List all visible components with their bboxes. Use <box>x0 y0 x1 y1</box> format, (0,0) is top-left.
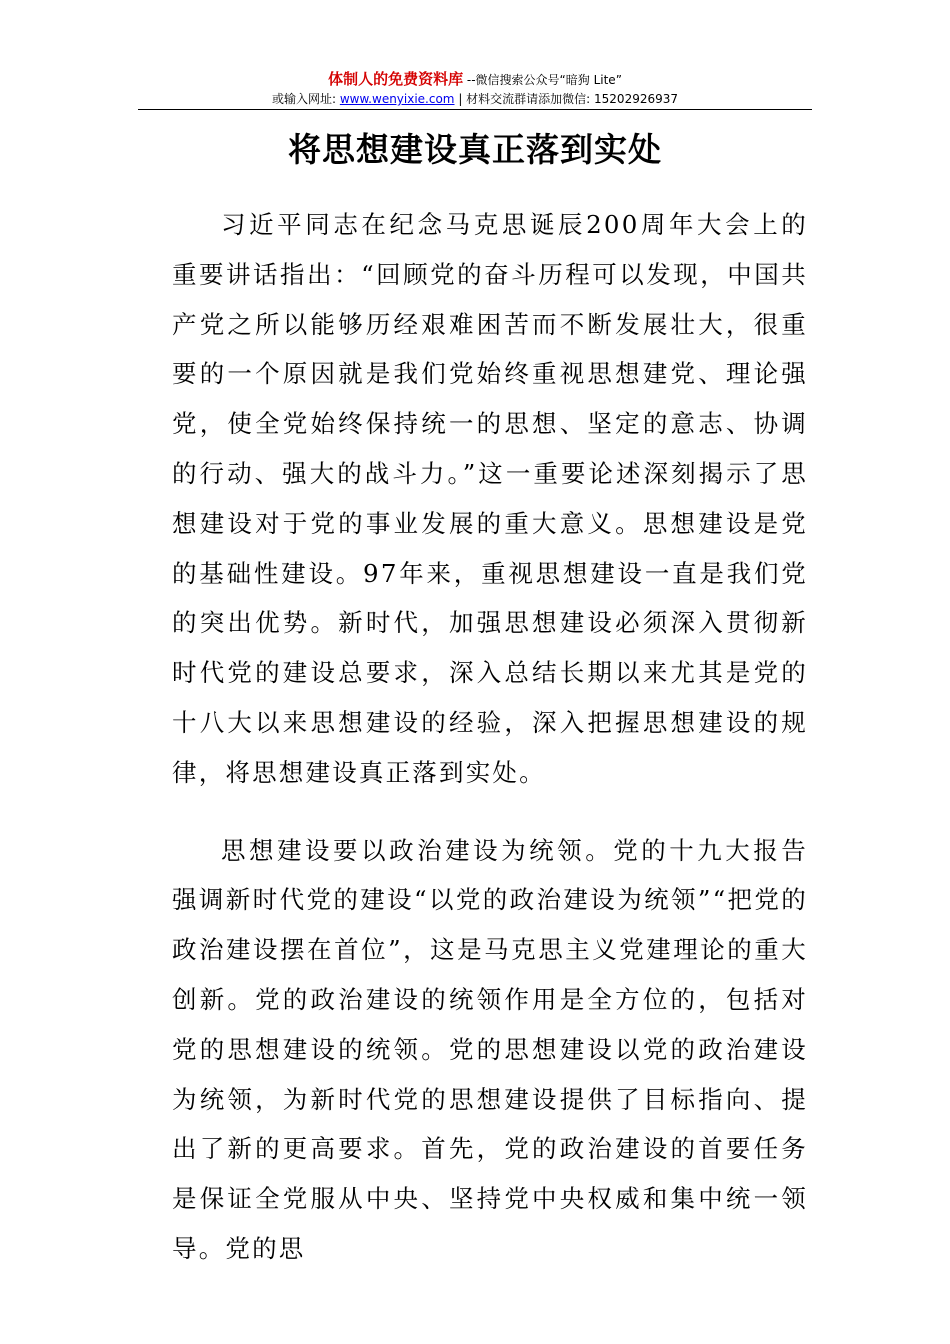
header-divider <box>138 109 812 110</box>
page-header <box>0 70 950 108</box>
header-suffix: | 材料交流群请添加微信: 15202926937 <box>454 92 679 106</box>
header-line-1 <box>0 70 950 89</box>
document-title: 将思想建设真正落到实处 <box>288 130 662 169</box>
document-body <box>172 200 808 1302</box>
paragraph-1: 习近平同志在纪念马克思诞辰200周年大会上的重要讲话指出：“回顾党的奋斗历程可以发现，中国共产党之所以能够历经艰难困苦而不断发展壮大，很重要的一个原因就是我们党始终重视思想建党、理论强党，使全党始终保持统一的思想、坚定的意志、协调的行动、强大的战斗力。”这一重要论述深刻揭示了思想建设对于党的事业发展的重大意义。思想建设是党的基础性建设。97年来，重视思想建设一直是我们党的突出优势。新时代，加强思想建设必须深入贯彻新时代党的建设总要求，深入总结长期以来尤其是党的十八大以来思想建设的经验，深入把握思想建设的规律，将思想建设真正落到实处。 <box>172 210 808 787</box>
header-note: --微信搜索公众号“暗狗 Lite” <box>463 73 622 87</box>
header-brand: 体制人的免费资料库 <box>328 70 464 88</box>
header-prefix: 或输入网址: <box>271 92 340 106</box>
website-link[interactable]: www.wenyixie.com <box>339 92 455 106</box>
paragraph-2: 思想建设要以政治建设为统领。党的十九大报告强调新时代党的建设“以党的政治建设为统领”“把党的政治建设摆在首位”，这是马克思主义党建理论的重大创新。党的政治建设的统领作用是全方位的，包括对党的思想建设的统领。党的思想建设以党的政治建设为统领，为新时代党的思想建设提供了目标指向、提出了新的更高要求。首先，党的政治建设的首要任务是保证全党服从中央、坚持党中央权威和集中统一领导。党的思 <box>172 835 808 1263</box>
header-line-2 <box>0 90 950 108</box>
